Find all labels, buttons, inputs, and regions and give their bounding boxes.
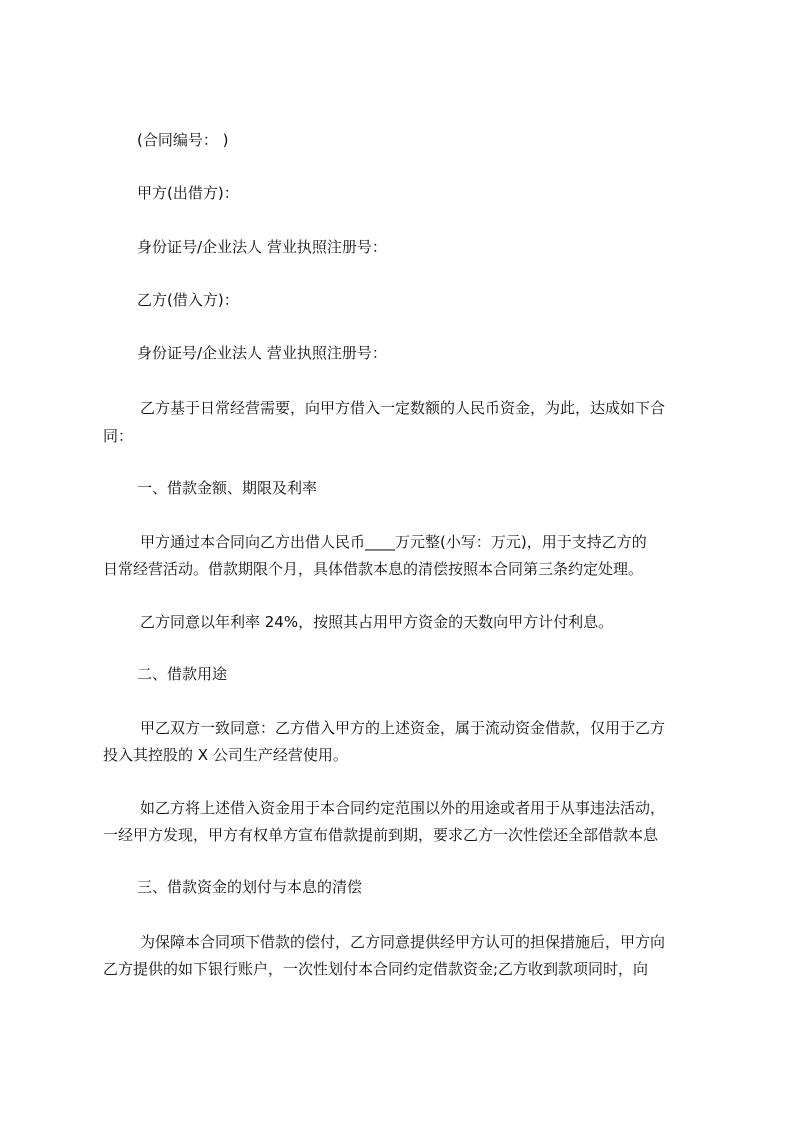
section-2-paragraph-1-line-2: 投入其控股的 X 公司生产经营使用。 [103,746,348,764]
section-1-paragraph-1-line-1: 甲方通过本合同向乙方出借人民币____万元整(小写：万元)，用于支持乙方的 [140,533,647,551]
section-2-title: 二、借款用途 [137,665,228,683]
section-3-paragraph-1-line-1: 为保障本合同项下借款的偿付，乙方同意提供经甲方认可的担保措施后，甲方向 [140,933,666,951]
preamble-line-1: 乙方基于日常经营需要，向甲方借入一定数额的人民币资金，为此，达成如下合 [140,399,666,417]
party-a-id-label: 身份证号/企业法人 营业执照注册号： [137,238,387,256]
party-b-label: 乙方(借入方)： [137,291,239,309]
section-2-paragraph-2-line-1: 如乙方将上述借入资金用于本合同约定范围以外的用途或者用于从事违法活动， [140,799,666,817]
contract-number: (合同编号： ) [137,131,229,149]
party-b-id-label: 身份证号/企业法人 营业执照注册号： [137,344,387,362]
section-3-title: 三、借款资金的划付与本息的清偿 [137,878,363,896]
party-a-label: 甲方(出借方)： [137,184,239,202]
section-2-paragraph-1-line-1: 甲乙双方一致同意：乙方借入甲方的上述资金，属于流动资金借款，仅用于乙方 [140,719,666,737]
section-2-paragraph-2-line-2: 一经甲方发现，甲方有权单方宣布借款提前到期，要求乙方一次性偿还全部借款本息 [103,826,659,844]
section-1-paragraph-2: 乙方同意以年利率 24%，按照其占用甲方资金的天数向甲方计付利息。 [140,613,614,631]
preamble-line-2: 同： [103,427,134,445]
section-3-paragraph-1-line-2: 乙方提供的如下银行账户，一次性划付本合同约定借款资金;乙方收到款项同时，向 [103,960,649,978]
section-1-title: 一、借款金额、期限及利率 [137,479,318,497]
section-1-paragraph-1-line-2: 日常经营活动。借款期限个月，具体借款本息的清偿按照本合同第三条约定处理。 [103,560,644,578]
